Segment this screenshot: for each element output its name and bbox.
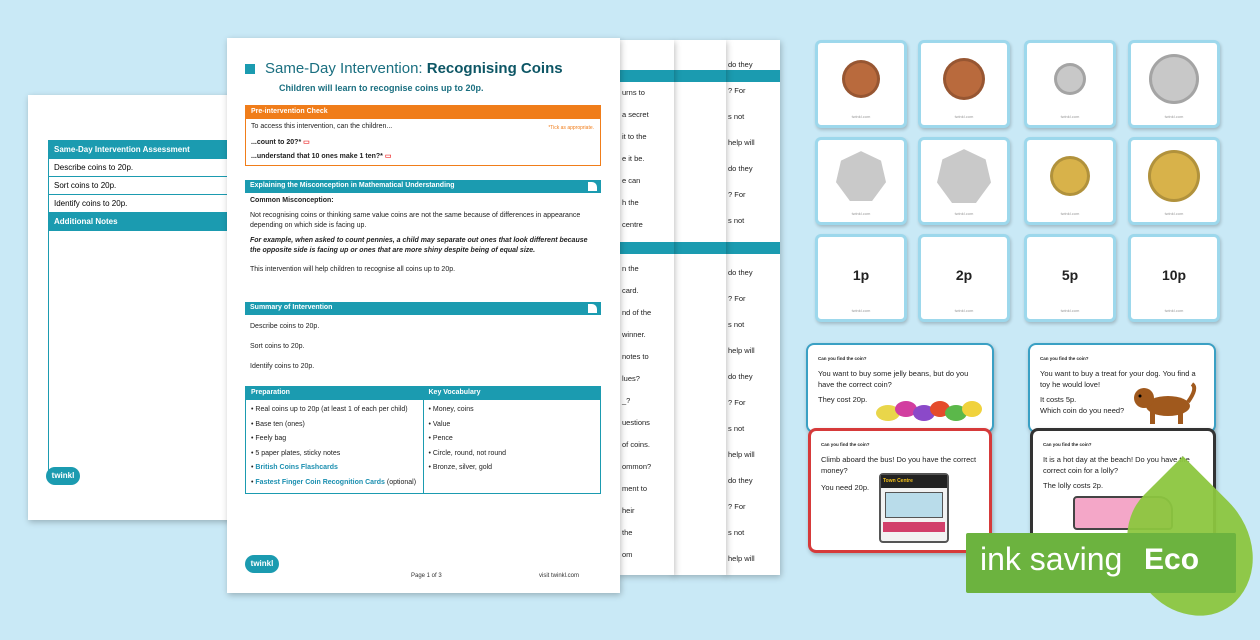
coin-card: [815, 137, 907, 225]
site-link[interactable]: visit twinkl.com: [539, 573, 580, 579]
summary-item: Describe coins to 20p.: [250, 323, 320, 330]
misconception-label: Common Misconception:: [250, 197, 334, 204]
coin-card: [1128, 40, 1220, 128]
back-page-line: s not: [728, 424, 745, 433]
coin-value-label: 1p: [852, 267, 870, 283]
back-page-line: help will: [728, 138, 755, 147]
scenario-ask: Which coin do you need?: [1040, 406, 1125, 415]
dog-icon: [1130, 380, 1200, 425]
prep-item: • Base ten (ones): [251, 420, 305, 428]
back-page-bar: [724, 242, 780, 254]
tick-box-icon[interactable]: ▭: [303, 139, 310, 146]
summary-item: Identify coins to 20p.: [250, 363, 315, 370]
coin-label-card: [1128, 234, 1220, 322]
prep-link[interactable]: • British Coins Flashcards: [251, 464, 338, 471]
assessment-row: Describe coins to 20p.: [49, 159, 244, 177]
misconception-header: Explaining the Misconception in Mathematical Understanding: [245, 180, 601, 193]
back-page-bar: [618, 242, 674, 254]
back-page-line: of coins.: [622, 440, 650, 449]
card-footer-text: twinkl.com: [1164, 211, 1184, 216]
scenario-question: Can you find the coin?: [821, 442, 870, 447]
prep-vocab-table: [245, 386, 601, 494]
back-page-bar: [672, 70, 726, 82]
misconception-help: This intervention will help children to recognise all coins up to 20p.: [250, 266, 456, 273]
coin-icon: [1149, 54, 1199, 104]
coin-card: [1128, 137, 1220, 225]
coin-icon: [1148, 150, 1200, 202]
back-page-line: s not: [728, 112, 745, 121]
prep-item: • Feely bag: [251, 435, 287, 442]
assessment-row: Sort coins to 20p.: [49, 177, 244, 195]
card-footer-text: twinkl.com: [851, 211, 871, 216]
misconception-example: For example, when asked to count pennies, a child may separate out ones that look different because the opposite side is facing up or ones that are more shiny despite being of equal size.: [250, 237, 588, 254]
vocabulary-column: [423, 387, 601, 493]
pre-check-header: Pre-intervention Check: [246, 106, 600, 119]
back-page-line: a secret: [622, 110, 649, 119]
assessment-row: Identify coins to 20p.: [49, 195, 244, 213]
coin-label-card: [815, 234, 907, 322]
scenario-question: Can you find the coin?: [818, 356, 867, 361]
pre-check-item: ...understand that 10 ones make 1 ten?* ▭: [251, 153, 392, 160]
back-page-line: do they: [728, 164, 753, 173]
card-footer-text: twinkl.com: [1060, 114, 1080, 119]
back-page-bar: [672, 242, 726, 254]
preparation-header: Preparation: [246, 387, 423, 400]
coin-label-card: [918, 234, 1010, 322]
back-page-line: e can: [622, 176, 641, 185]
back-page-line: heir: [622, 506, 635, 515]
assessment-header: Same-Day Intervention Assessment: [49, 141, 244, 159]
back-page-bar: [618, 70, 674, 82]
back-page-line: ? For: [728, 294, 746, 303]
scenario-text: Climb aboard the bus! Do you have the correct money?: [821, 455, 977, 475]
vocab-item: • Pence: [428, 435, 453, 442]
coin-icon: [842, 60, 880, 98]
back-page-bar: [724, 70, 780, 82]
misconception-section: [245, 180, 601, 278]
card-footer-text: twinkl.com: [851, 114, 871, 119]
back-page-line: card.: [622, 286, 639, 295]
back-page-line: centre: [622, 220, 643, 229]
notes-area: [49, 231, 244, 471]
scenario-cost: You need 20p.: [821, 483, 870, 492]
back-page-line: e it be.: [622, 154, 645, 163]
back-page-line: om: [622, 550, 633, 559]
page-subtitle: Children will learn to recognise coins up to 20p.: [279, 83, 484, 93]
page-number: Page 1 of 3: [411, 573, 442, 579]
twinkl-logo: twinkl: [46, 467, 80, 485]
back-page-line: _?: [622, 396, 631, 405]
back-page-1: [618, 40, 674, 575]
tick-box-icon[interactable]: ▭: [384, 153, 392, 160]
back-page-line: ? For: [728, 190, 746, 199]
card-footer-text: twinkl.com: [1060, 211, 1080, 216]
scenario-cost: They cost 20p.: [818, 395, 868, 404]
back-page-line: do they: [728, 268, 753, 277]
back-page-line: notes to: [622, 352, 649, 361]
scenario-text: You want to buy a treat for your dog. You find a toy he would love!: [1040, 369, 1196, 389]
coin-icon: [1054, 63, 1086, 95]
scenario-card-bus: [808, 428, 992, 553]
summary-header: Summary of Intervention: [245, 302, 601, 315]
coin-value-label: 5p: [1061, 267, 1079, 283]
notes-header: Additional Notes: [49, 213, 244, 231]
scenario-card-dog: [1028, 343, 1216, 433]
back-page-line: s not: [728, 320, 745, 329]
back-page-line: help will: [728, 346, 755, 355]
ink-saving-text: ink saving: [980, 541, 1123, 577]
back-page-line: s not: [728, 216, 745, 225]
scenario-cost: It costs 5p.: [1040, 395, 1077, 404]
back-page-2: [672, 40, 726, 575]
bus-icon: Town Centre: [879, 473, 949, 543]
card-footer-text: twinkl.com: [851, 308, 871, 313]
scenario-card-jellybeans: [806, 343, 994, 433]
back-page-line: the: [622, 528, 633, 537]
back-page-line: help will: [728, 554, 755, 563]
vocab-item: • Circle, round, not round: [428, 449, 507, 457]
summary-item: Sort coins to 20p.: [250, 343, 305, 350]
back-page-line: s not: [728, 528, 745, 537]
vocabulary-header: Key Vocabulary: [424, 387, 601, 400]
coin-card: [815, 40, 907, 128]
back-page-line: do they: [728, 476, 753, 485]
coin-card: [1024, 40, 1116, 128]
back-page-3: [724, 40, 780, 575]
back-page-line: winner.: [622, 330, 646, 339]
scenario-question: Can you find the coin?: [1040, 356, 1089, 361]
vocab-item: • Bronze, silver, gold: [428, 464, 493, 471]
prep-item: • Real coins up to 20p (at least 1 of each per child): [251, 406, 408, 413]
title-square-icon: [245, 64, 255, 74]
pre-check-intro: To access this intervention, can the children...: [251, 123, 393, 130]
scenario-text: It is a hot day at the beach! Do you have the correct coin for a lolly?: [1043, 455, 1190, 475]
back-page-line: ment to: [622, 484, 648, 493]
card-footer-text: twinkl.com: [954, 308, 974, 313]
coin-value-label: 2p: [955, 267, 973, 283]
back-page-line: ? For: [728, 86, 746, 95]
card-footer-text: twinkl.com: [954, 211, 974, 216]
back-page-line: lues?: [622, 374, 640, 383]
coin-icon: [943, 58, 985, 100]
coin-value-label: 10p: [1161, 267, 1187, 283]
coin-card: [918, 137, 1010, 225]
coin-icon: [1050, 156, 1090, 196]
misconception-text: Not recognising coins or thinking same value coins are not the same because of differences in appearance depending on which side is facing up.: [250, 212, 581, 229]
scenario-cost: The lolly costs 2p.: [1043, 481, 1104, 490]
card-footer-text: twinkl.com: [1164, 114, 1184, 119]
coin-icon: [836, 151, 886, 201]
back-page-line: uestions: [622, 418, 650, 427]
preparation-column: [246, 387, 423, 493]
back-page-line: help will: [728, 450, 755, 459]
back-page-line: do they: [728, 60, 753, 69]
back-page-line: ? For: [728, 502, 746, 511]
back-page-line: h the: [622, 198, 639, 207]
ink-saving-badge: [966, 533, 1236, 593]
scenario-question: Can you find the coin?: [1043, 442, 1092, 447]
coin-card: [918, 40, 1010, 128]
coin-label-card: [1024, 234, 1116, 322]
vocab-item: • Money, coins: [428, 406, 474, 413]
card-footer-text: twinkl.com: [1060, 308, 1080, 313]
page-title: Same-Day Intervention: Recognising Coins: [265, 60, 563, 77]
jellybeans-icon: [876, 395, 986, 425]
tick-note: *Tick as appropriate.: [548, 125, 594, 131]
back-page-line: do they: [728, 372, 753, 381]
twinkl-logo: twinkl: [245, 555, 279, 573]
main-worksheet: [227, 38, 620, 593]
back-page-line: nd of the: [622, 308, 652, 317]
back-page-line: urns to: [622, 88, 645, 97]
back-page-line: ommon?: [622, 462, 652, 471]
prep-link[interactable]: • Fastest Finger Coin Recognition Cards (optional): [251, 478, 417, 486]
pre-check-item: ...count to 20?* ▭: [251, 139, 310, 146]
vocab-item: • Value: [428, 420, 451, 428]
summary-section: [245, 302, 601, 375]
back-page-line: n the: [622, 264, 639, 273]
card-footer-text: twinkl.com: [1164, 308, 1184, 313]
coin-card: [1024, 137, 1116, 225]
coin-icon: [937, 149, 991, 203]
back-page-line: it to the: [622, 132, 647, 141]
card-footer-text: twinkl.com: [954, 114, 974, 119]
prep-item: • 5 paper plates, sticky notes: [251, 449, 341, 457]
eco-label: Eco: [1144, 543, 1200, 576]
back-page-line: ? For: [728, 398, 746, 407]
pre-check-box: [245, 105, 601, 166]
assessment-sheet: [28, 95, 243, 520]
scenario-text: You want to buy some jelly beans, but do you have the correct coin?: [818, 369, 969, 389]
assessment-table: [48, 140, 243, 471]
